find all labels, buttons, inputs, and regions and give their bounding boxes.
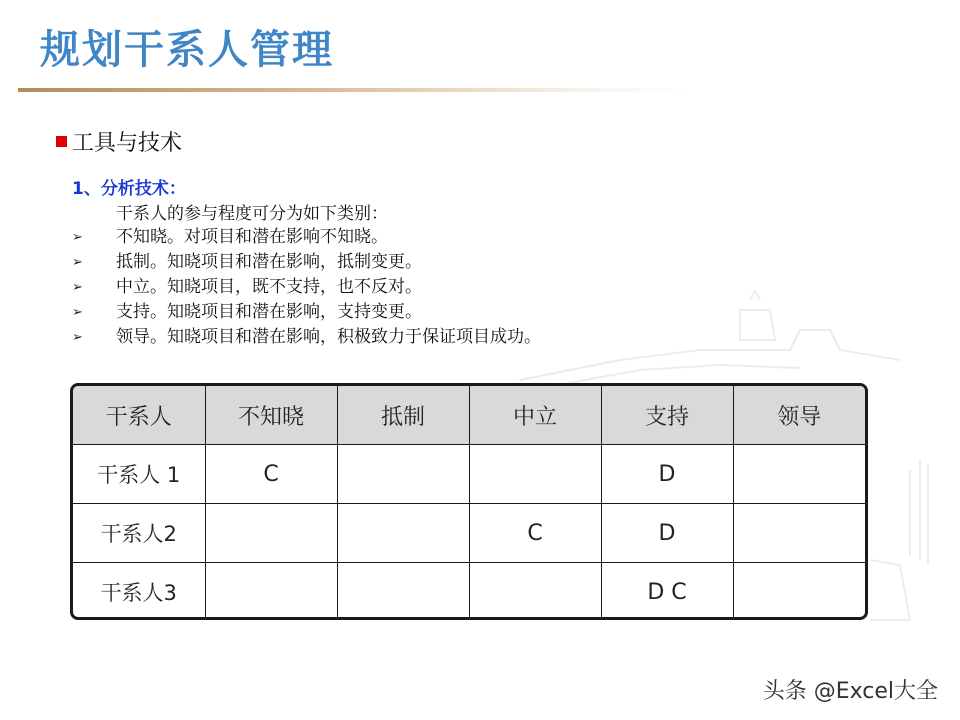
arrow-bullet-icon: ➢ — [72, 230, 83, 245]
arrow-bullet-icon: ➢ — [72, 280, 83, 295]
engagement-table — [70, 383, 868, 620]
table-header-cell: 领导 — [733, 386, 865, 445]
watermark-text: 头条 @Excel大全 — [762, 679, 938, 704]
table-header-cell: 干系人 — [73, 386, 205, 445]
table-cell — [469, 445, 601, 504]
title-divider — [18, 88, 688, 92]
table-header-cell: 支持 — [601, 386, 733, 445]
table-cell — [337, 563, 469, 621]
section-label: 工具与技术 — [72, 131, 183, 156]
table-row — [73, 504, 865, 563]
table-cell — [469, 563, 601, 621]
table-cell — [733, 563, 865, 621]
table-cell: C — [205, 445, 337, 504]
list-item: ➢ 不知晓。对项目和潜在影响不知晓。 — [72, 225, 541, 250]
list-item: ➢ 中立。知晓项目，既不支持，也不反对。 — [72, 275, 541, 300]
table-cell: D C — [601, 563, 733, 621]
subheading: 1、分析技术： — [72, 179, 186, 199]
table-header-cell: 抵制 — [337, 386, 469, 445]
arrow-bullet-icon: ➢ — [72, 305, 83, 320]
table-row — [73, 445, 865, 504]
red-square-bullet-icon — [56, 136, 67, 147]
table-cell: D — [601, 504, 733, 563]
table-cell — [205, 504, 337, 563]
table-cell — [337, 445, 469, 504]
table-row — [73, 563, 865, 621]
table-cell — [733, 504, 865, 563]
arrow-bullet-icon: ➢ — [72, 255, 83, 270]
table-header-cell: 中立 — [469, 386, 601, 445]
table-header-cell: 不知晓 — [205, 386, 337, 445]
table-cell: 干系人3 — [73, 563, 205, 621]
table-cell — [733, 445, 865, 504]
section-heading — [56, 126, 182, 157]
table-cell: C — [469, 504, 601, 563]
list-item: ➢ 支持。知晓项目和潜在影响，支持变更。 — [72, 300, 541, 325]
table-cell — [337, 504, 469, 563]
list-item: ➢ 领导。知晓项目和潜在影响，积极致力于保证项目成功。 — [72, 325, 541, 350]
list-item: ➢ 抵制。知晓项目和潜在影响，抵制变更。 — [72, 250, 541, 275]
table-cell: D — [601, 445, 733, 504]
table-header-row — [73, 386, 865, 445]
arrow-bullet-icon: ➢ — [72, 330, 83, 345]
slide-title: 规划干系人管理 — [40, 27, 334, 73]
table-cell: 干系人2 — [73, 504, 205, 563]
table-cell: 干系人 1 — [73, 445, 205, 504]
intro-text: 干系人的参与程度可分为如下类别： — [116, 204, 388, 224]
bullet-list — [72, 225, 541, 350]
table-cell — [205, 563, 337, 621]
